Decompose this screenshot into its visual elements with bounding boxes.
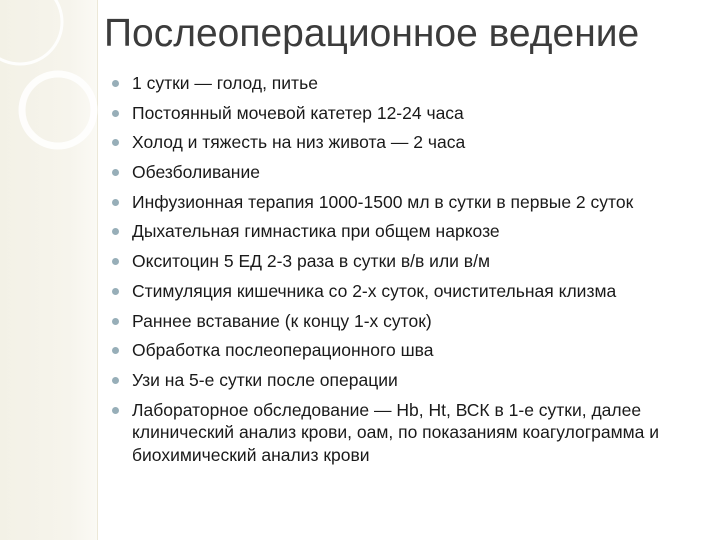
list-item bbox=[112, 369, 712, 392]
list-item-text: 1 сутки — голод, питье bbox=[132, 73, 318, 93]
bullet-icon bbox=[112, 258, 119, 265]
bullet-icon bbox=[112, 199, 119, 206]
list-item bbox=[112, 191, 712, 214]
list-item bbox=[112, 161, 712, 184]
list-item bbox=[112, 220, 712, 243]
list-item-text: Лабораторное обследование — Hb, Ht, ВСК в 1-е сутки, далее клинический анализ крови, оам, по показаниям коагулограмма и биохимический анализ крови bbox=[132, 399, 659, 465]
bullet-icon bbox=[112, 228, 119, 235]
bullet-icon bbox=[112, 347, 119, 354]
list-item-text: Обработка послеоперационного шва bbox=[132, 340, 434, 361]
list-item-text: Обезболивание bbox=[132, 162, 260, 183]
list-item-text: Окситоцин 5 ЕД 2-3 раза в сутки в/в или в/м bbox=[132, 251, 490, 272]
bullet-icon bbox=[112, 318, 119, 325]
list-item bbox=[112, 339, 712, 362]
list-item-text: Раннее вставание (к концу 1-х суток) bbox=[132, 310, 432, 331]
bullet-icon bbox=[112, 407, 119, 414]
bullet-icon bbox=[112, 110, 119, 117]
bullet-icon bbox=[112, 139, 119, 146]
list-item bbox=[112, 250, 712, 273]
list-item-text: Постоянный мочевой катетер 12-24 часа bbox=[132, 102, 464, 123]
list-item-text: Инфузионная терапия 1000-1500 мл в сутки в первые 2 суток bbox=[132, 191, 634, 212]
list-item bbox=[112, 310, 712, 333]
list-item bbox=[112, 102, 712, 125]
list-item bbox=[112, 399, 712, 467]
bullet-icon bbox=[112, 288, 119, 295]
bullet-icon bbox=[112, 377, 119, 384]
list-item-text: Стимуляция кишечника со 2-х суток, очистительная клизма bbox=[132, 280, 617, 301]
decorative-circles bbox=[0, 0, 100, 200]
bullet-icon bbox=[112, 169, 119, 176]
list-item bbox=[112, 72, 712, 95]
list-item-text: Дыхательная гимнастика при общем наркозе bbox=[132, 221, 500, 242]
list-item bbox=[112, 280, 712, 303]
bullet-icon bbox=[112, 80, 119, 87]
list-item-text: Холод и тяжесть на низ живота — 2 часа bbox=[132, 132, 466, 153]
slide-title: Послеоперационное ведение bbox=[104, 12, 640, 55]
bullet-list bbox=[112, 72, 712, 473]
list-item bbox=[112, 131, 712, 154]
list-item-text: Узи на 5-е сутки после операции bbox=[132, 369, 398, 390]
